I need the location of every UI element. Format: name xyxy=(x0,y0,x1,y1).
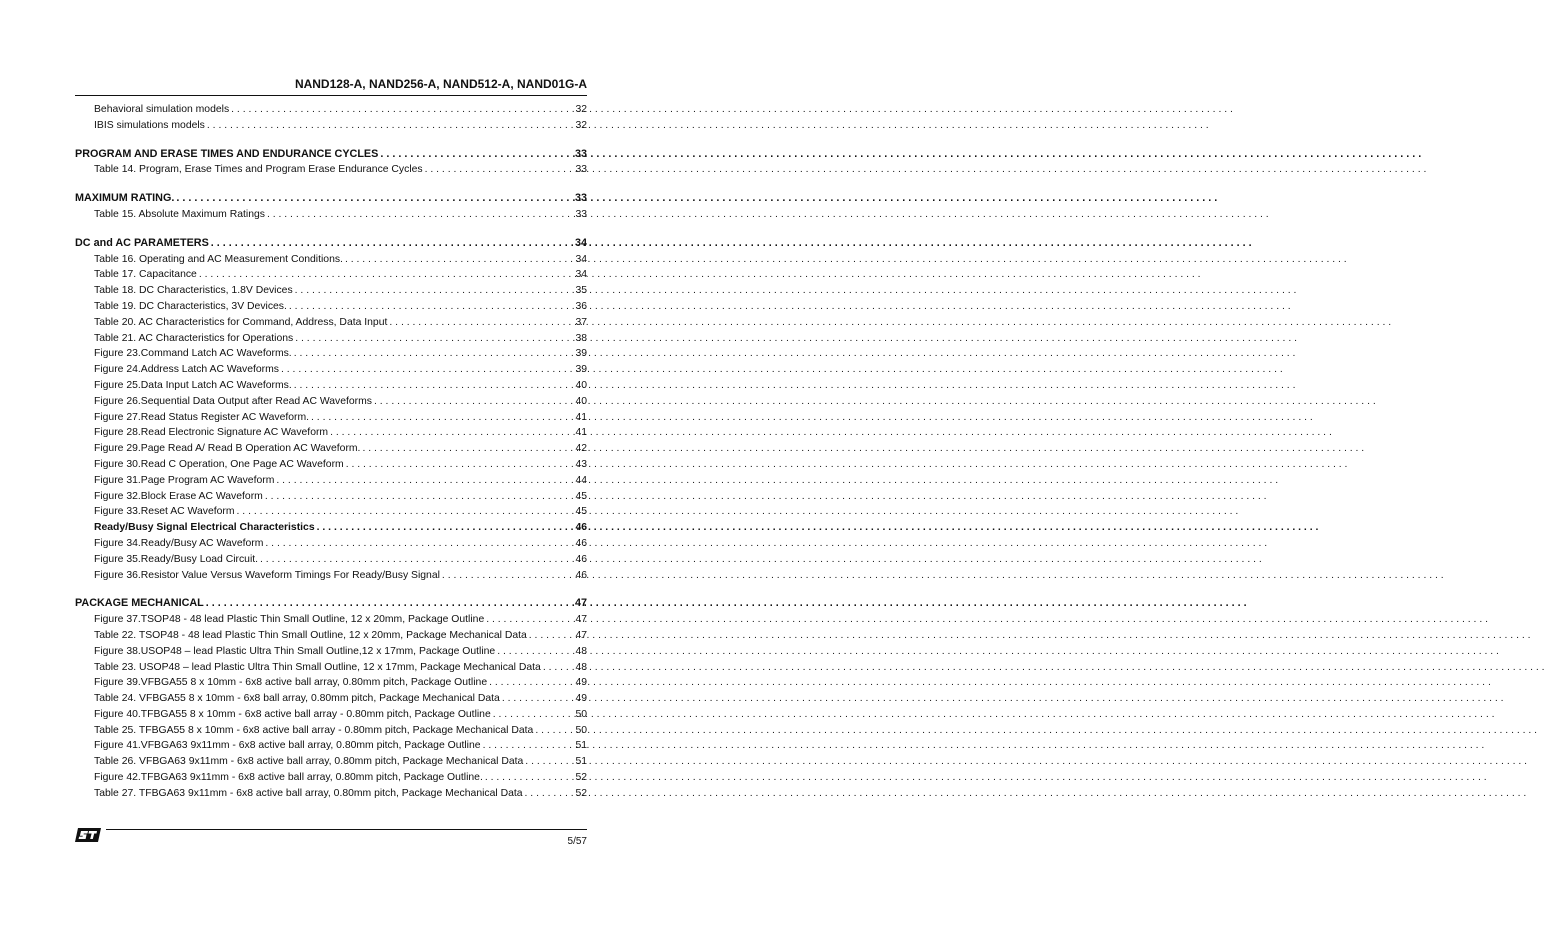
toc-entry[interactable] xyxy=(75,118,587,134)
toc-leader-dots xyxy=(423,162,576,178)
toc-leader-dots xyxy=(209,236,575,252)
toc-entry-title: PROGRAM AND ERASE TIMES AND ENDURANCE CYCLES xyxy=(75,147,379,160)
toc-entry[interactable] xyxy=(75,770,587,786)
toc-entry-title: Figure 29.Page Read A/ Read B Operation AC Waveform. xyxy=(94,443,361,455)
toc-entry-title: Table 17. Capacitance xyxy=(94,269,197,281)
toc-leader-dots xyxy=(541,660,576,676)
toc-entry-title: IBIS simulations models xyxy=(94,119,205,131)
toc-entry-title: Figure 24.Address Latch AC Waveforms xyxy=(94,364,279,376)
toc-entry[interactable] xyxy=(75,707,587,723)
toc-page-number: 37 xyxy=(575,316,587,328)
toc-page-number: 35 xyxy=(575,285,587,297)
toc-entry[interactable] xyxy=(75,102,587,118)
toc-page-number: 32 xyxy=(575,119,587,131)
toc-page-number: 33 xyxy=(574,147,587,160)
toc-page-number: 41 xyxy=(575,427,587,439)
toc-entry-title: Behavioral simulation models xyxy=(94,104,230,115)
toc-leader-dots xyxy=(263,536,575,552)
toc-entry-title: Table 16. Operating and AC Measurement Conditions. xyxy=(94,253,343,265)
toc-entry[interactable] xyxy=(75,536,587,552)
toc-entry[interactable] xyxy=(75,628,587,644)
toc-leader-dots xyxy=(235,504,576,520)
header-rule xyxy=(75,95,587,96)
toc-leader-dots xyxy=(360,441,575,457)
toc-page-number: 48 xyxy=(575,645,587,657)
toc-leader-dots xyxy=(293,331,575,347)
toc-page-number: 45 xyxy=(575,506,587,518)
toc-page-number: 45 xyxy=(575,490,587,502)
toc-leader-dots xyxy=(491,707,576,723)
toc-page-number: 51 xyxy=(575,740,587,752)
toc-page-number: 46 xyxy=(575,522,587,534)
toc-leader-dots xyxy=(344,457,576,473)
toc-entry[interactable] xyxy=(75,786,587,802)
toc-leader-dots xyxy=(204,596,575,612)
toc-page-number: 40 xyxy=(575,379,587,391)
toc-entry-title: Figure 32.Block Erase AC Waveform xyxy=(94,490,263,502)
toc-entry-title: Figure 35.Ready/Busy Load Circuit. xyxy=(94,553,259,565)
toc-entry-title: Figure 41.VFBGA63 9x11mm - 6x8 active ball array, 0.80mm pitch, Package Outline xyxy=(94,740,481,752)
toc-page-number: 52 xyxy=(575,787,587,799)
toc-entry[interactable] xyxy=(75,738,587,754)
toc-leader-dots xyxy=(500,691,576,707)
toc-entry-title: Table 18. DC Characteristics, 1.8V Devices xyxy=(94,285,293,297)
toc-section-entry[interactable] xyxy=(75,191,587,207)
toc-page-number: 47 xyxy=(575,614,587,626)
document-header-title: NAND128-A, NAND256-A, NAND512-A, NAND01G-A xyxy=(294,77,587,91)
toc-entry-title: Figure 38.USOP48 – lead Plastic Ultra Thin Small Outline,12 x 17mm, Package Outline xyxy=(94,645,496,657)
toc-page-number: 52 xyxy=(575,772,587,784)
toc-entry-title: Table 20. AC Characteristics for Command, Address, Data Input xyxy=(94,316,388,328)
toc-entry-title: Figure 23.Command Latch AC Waveforms. xyxy=(94,348,292,360)
toc-entry-title: MAXIMUM RATING. xyxy=(75,192,175,205)
toc-entry-title: Figure 25.Data Input Latch AC Waveforms. xyxy=(94,379,292,391)
toc-entry-title: Table 27. TFBGA63 9x11mm - 6x8 active ball array, 0.80mm pitch, Package Mechanical Data xyxy=(94,787,523,799)
toc-leader-dots xyxy=(315,520,576,536)
table-of-contents xyxy=(75,102,587,802)
toc-entry[interactable] xyxy=(75,644,587,660)
toc-page-number: 48 xyxy=(575,661,587,673)
toc-leader-dots xyxy=(265,207,575,223)
toc-entry-title: PACKAGE MECHANICAL xyxy=(75,597,204,610)
toc-leader-dots xyxy=(495,644,575,660)
toc-leader-dots xyxy=(378,147,575,163)
toc-entry[interactable] xyxy=(75,425,587,441)
toc-page-number: 33 xyxy=(575,164,587,176)
toc-leader-dots xyxy=(533,723,575,739)
toc-entry[interactable] xyxy=(75,299,587,315)
toc-page-number: 49 xyxy=(575,677,587,689)
toc-page-number: 39 xyxy=(575,364,587,376)
toc-entry-title: Table 23. USOP48 – lead Plastic Ultra Thin Small Outline, 12 x 17mm, Package Mechanical Data xyxy=(94,661,541,673)
toc-entry[interactable] xyxy=(75,504,587,520)
toc-entry[interactable] xyxy=(75,691,587,707)
toc-entry-title: Figure 30.Read C Operation, One Page AC Waveform xyxy=(94,458,344,470)
toc-entry-title: Table 21. AC Characteristics for Operations xyxy=(94,332,294,344)
toc-page-number: 50 xyxy=(575,708,587,720)
toc-page-number: 43 xyxy=(575,458,587,470)
toc-page-number: 36 xyxy=(575,300,587,312)
toc-entry[interactable] xyxy=(75,394,587,410)
toc-entry-title: Table 24. VFBGA55 8 x 10mm - 6x8 ball array, 0.80mm pitch, Package Mechanical Data xyxy=(94,693,500,705)
toc-entry[interactable] xyxy=(75,378,587,394)
toc-entry[interactable] xyxy=(75,675,587,691)
toc-entry-title: Figure 33.Reset AC Waveform xyxy=(94,506,235,518)
toc-entry[interactable] xyxy=(75,552,587,568)
toc-page-number: 38 xyxy=(575,332,587,344)
toc-leader-dots xyxy=(263,489,576,505)
toc-entry-title: Ready/Busy Signal Electrical Characteristics xyxy=(94,522,315,534)
toc-page-number: 46 xyxy=(575,553,587,565)
toc-entry[interactable] xyxy=(75,612,587,628)
toc-leader-dots xyxy=(292,346,576,362)
toc-entry-title: Figure 34.Ready/Busy AC Waveform xyxy=(94,537,264,549)
toc-entry[interactable] xyxy=(75,754,587,770)
toc-page-number: 50 xyxy=(575,724,587,736)
toc-entry-title: Table 22. TSOP48 - 48 lead Plastic Thin Small Outline, 12 x 20mm, Package Mechanical Data xyxy=(94,629,527,641)
toc-entry[interactable] xyxy=(75,283,587,299)
toc-entry-title: Table 14. Program, Erase Times and Program Erase Endurance Cycles xyxy=(94,164,423,176)
toc-leader-dots xyxy=(487,675,575,691)
toc-page-number: 33 xyxy=(575,208,587,220)
toc-entry[interactable] xyxy=(75,162,587,178)
toc-entry[interactable] xyxy=(75,362,587,378)
toc-leader-dots xyxy=(523,754,575,770)
toc-leader-dots xyxy=(279,362,575,378)
toc-entry[interactable] xyxy=(75,207,587,223)
toc-leader-dots xyxy=(197,267,576,283)
toc-leader-dots xyxy=(343,252,575,268)
toc-leader-dots xyxy=(229,102,575,118)
toc-leader-dots xyxy=(372,394,575,410)
toc-leader-dots xyxy=(258,552,575,568)
toc-page-number: 39 xyxy=(575,348,587,360)
toc-entry[interactable] xyxy=(75,410,587,426)
toc-section-entry[interactable] xyxy=(75,596,587,612)
toc-entry-title: Figure 26.Sequential Data Output after Read AC Waveforms xyxy=(94,395,372,407)
toc-entry[interactable] xyxy=(75,723,587,739)
toc-leader-dots xyxy=(293,283,576,299)
toc-entry-title: Figure 37.TSOP48 - 48 lead Plastic Thin Small Outline, 12 x 20mm, Package Outline xyxy=(94,614,485,626)
toc-entry-title: Figure 40.TFBGA55 8 x 10mm - 6x8 active ball array - 0.80mm pitch, Package Outline xyxy=(94,708,491,720)
toc-leader-dots xyxy=(292,378,576,394)
toc-leader-dots xyxy=(309,410,575,426)
toc-leader-dots xyxy=(387,315,575,331)
toc-leader-dots xyxy=(205,118,576,134)
toc-entry[interactable] xyxy=(75,252,587,268)
toc-page-number: 40 xyxy=(575,395,587,407)
toc-entry-title: Figure 36.Resistor Value Versus Waveform Timings For Ready/Busy Signal xyxy=(94,569,440,581)
toc-entry-title: Figure 31.Page Program AC Waveform xyxy=(94,474,275,486)
toc-entry-title: Table 25. TFBGA55 8 x 10mm - 6x8 active ball array - 0.80mm pitch, Package Mechanical Data xyxy=(94,724,534,736)
toc-entry-title: Figure 39.VFBGA55 8 x 10mm - 6x8 active ball array, 0.80mm pitch, Package Outline xyxy=(94,677,488,689)
toc-page-number: 49 xyxy=(575,693,587,705)
toc-entry-title: Figure 28.Read Electronic Signature AC Waveform xyxy=(94,427,329,439)
toc-entry[interactable] xyxy=(75,660,587,676)
toc-leader-dots xyxy=(174,191,575,207)
toc-page-number: 44 xyxy=(575,474,587,486)
page-number: 5/57 xyxy=(567,836,587,847)
toc-page-number: 34 xyxy=(574,236,587,249)
toc-section-entry[interactable] xyxy=(75,236,587,252)
toc-page-number: 51 xyxy=(575,756,587,768)
toc-section-entry[interactable] xyxy=(75,147,587,163)
toc-entry[interactable] xyxy=(75,331,587,347)
toc-page-number: 46 xyxy=(575,537,587,549)
toc-entry-title: Table 26. VFBGA63 9x11mm - 6x8 active ball array, 0.80mm pitch, Package Mechanical Data xyxy=(94,756,524,768)
toc-page-number: 34 xyxy=(575,269,587,281)
toc-page-number: 34 xyxy=(575,253,587,265)
toc-leader-dots xyxy=(328,425,575,441)
toc-entry[interactable] xyxy=(75,457,587,473)
toc-entry-title: Figure 42.TFBGA63 9x11mm - 6x8 active ball array, 0.80mm pitch, Package Outline. xyxy=(94,772,483,784)
st-logo-icon xyxy=(75,826,103,844)
toc-leader-dots xyxy=(484,612,575,628)
toc-leader-dots xyxy=(287,299,576,315)
toc-entry[interactable] xyxy=(75,473,587,489)
toc-leader-dots xyxy=(523,786,576,802)
toc-page-number: 32 xyxy=(575,104,587,115)
toc-page-number: 33 xyxy=(574,192,587,205)
toc-entry[interactable] xyxy=(75,489,587,505)
toc-entry-title: Table 15. Absolute Maximum Ratings xyxy=(94,208,265,220)
toc-entry-title: DC and AC PARAMETERS xyxy=(75,236,209,249)
toc-page-number: 46 xyxy=(575,569,587,581)
toc-leader-dots xyxy=(274,473,575,489)
toc-entry-title: Figure 27.Read Status Register AC Waveform. xyxy=(94,411,310,423)
toc-page-number: 47 xyxy=(574,597,587,610)
toc-entry[interactable] xyxy=(75,441,587,457)
toc-page-number: 42 xyxy=(575,443,587,455)
toc-entry[interactable] xyxy=(75,520,587,536)
toc-leader-dots xyxy=(483,770,576,786)
toc-page-number: 41 xyxy=(575,411,587,423)
toc-leader-dots xyxy=(527,628,576,644)
toc-entry[interactable] xyxy=(75,315,587,331)
toc-page-number: 47 xyxy=(575,629,587,641)
toc-entry[interactable] xyxy=(75,568,587,584)
toc-leader-dots xyxy=(481,738,576,754)
toc-leader-dots xyxy=(440,568,576,584)
toc-entry-title: Table 19. DC Characteristics, 3V Devices. xyxy=(94,300,287,312)
toc-entry[interactable] xyxy=(75,267,587,283)
toc-entry[interactable] xyxy=(75,346,587,362)
footer-rule xyxy=(106,829,587,830)
